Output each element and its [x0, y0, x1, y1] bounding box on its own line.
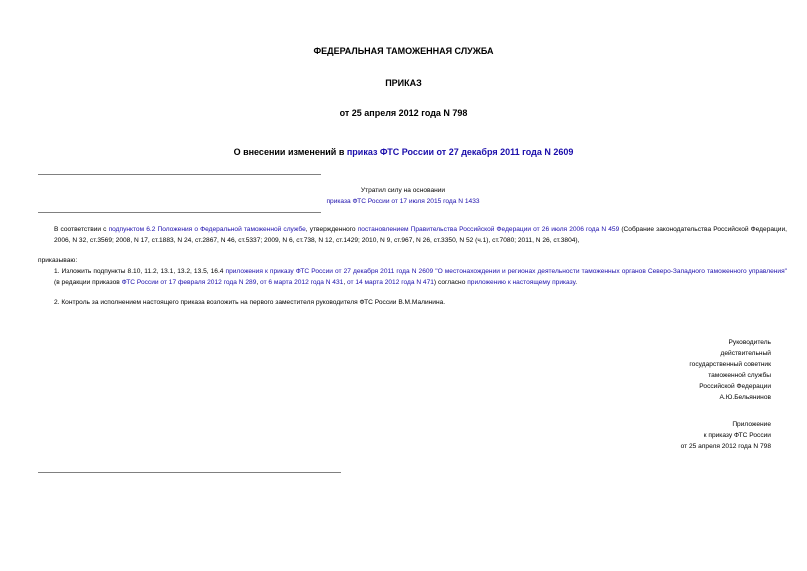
appendix-line: от 25 апреля 2012 года N 798 [680, 443, 771, 450]
order-471-link[interactable]: от 14 марта 2012 года N 471 [346, 279, 434, 286]
provision-link[interactable]: подпунктом 6.2 Положения о Федеральной таможенной службе [108, 226, 306, 233]
repealed-notice-link[interactable]: приказа ФТС России от 17 июля 2015 года N 1433 [326, 198, 480, 205]
appendix-link[interactable]: приложению к настоящему приказу [467, 279, 576, 286]
order-word: приказываю: [38, 257, 78, 264]
item-1-text-5: ) согласно [433, 279, 468, 286]
title-amended-order-link[interactable]: приказ ФТС России от 27 декабря 2011 года N 2609 [346, 147, 574, 157]
document-title [0, 147, 807, 158]
preamble-text-2: , утвержденного [305, 226, 358, 233]
item-2-paragraph: 2. Контроль за исполнением настоящего приказа возложить на первого заместителя руководителя ФТС России В.М.Малинина. [54, 299, 446, 306]
signature-line: таможенной службы [708, 372, 771, 379]
appendix-line: к приказу ФТС России [703, 432, 771, 439]
divider-footer [38, 472, 341, 473]
preamble-text-3: (Собрание законодательства Российской Федерации, 2006, N 32, ст.3569; 2008, N 17, ст.1883, N 24, ст.2867, N 46, ст.5337; 2009, N 6, ст.738, N 12, ст.1429; 2010, N 9, ст.967, N 26, ст.3350, N 52 (ч.1), ст.7080; 2011, N 26, ст.3804), [54, 226, 788, 244]
repealed-notice [300, 185, 506, 207]
appendix-block [571, 419, 771, 452]
signature-line: Руководитель [728, 339, 771, 346]
item-1-text-1: 1. Изложить подпункты 8.10, 11.2, 13.1, 13.2, 13.5, 16.4 [54, 268, 226, 275]
item-1-text-4: , [343, 279, 347, 286]
divider-top [38, 174, 321, 175]
signature-line: Российской Федерации [699, 383, 771, 390]
signature-line: государственный советник [689, 361, 771, 368]
order-431-link[interactable]: от 6 марта 2012 года N 431 [260, 279, 344, 286]
preamble-paragraph [38, 224, 787, 246]
government-decree-link[interactable]: постановлением Правительства Российской Федерации от 26 июля 2006 года N 459 [357, 226, 620, 233]
item-1-text-3: , [256, 279, 261, 286]
title-prefix: О внесении изменений в [233, 147, 347, 157]
appendix-order-2609-link[interactable]: приложения к приказу ФТС России от 27 декабря 2011 года N 2609 "О местонахождении и регионах деятельности таможенных органов Северо-Западного таможенного управления" [225, 268, 787, 275]
signature-line: А.Ю.Бельянинов [719, 394, 771, 401]
signature-block [571, 337, 771, 403]
signature-line: действительный [720, 350, 771, 357]
doc-type-heading: ПРИКАЗ [385, 78, 422, 88]
preamble-text-1: В соответствии с [54, 226, 109, 233]
agency-heading: ФЕДЕРАЛЬНАЯ ТАМОЖЕННАЯ СЛУЖБА [313, 46, 494, 56]
appendix-line: Приложение [732, 421, 771, 428]
repealed-notice-text: Утратил силу на основании [360, 187, 446, 194]
date-number-heading: от 25 апреля 2012 года N 798 [339, 108, 468, 118]
item-1-text-2: (в редакции приказов [54, 279, 122, 286]
item-1-text-6: . [575, 279, 578, 286]
divider-bottom [38, 212, 321, 213]
item-1-paragraph [38, 266, 787, 288]
order-289-link[interactable]: ФТС России от 17 февраля 2012 года N 289 [121, 279, 257, 286]
